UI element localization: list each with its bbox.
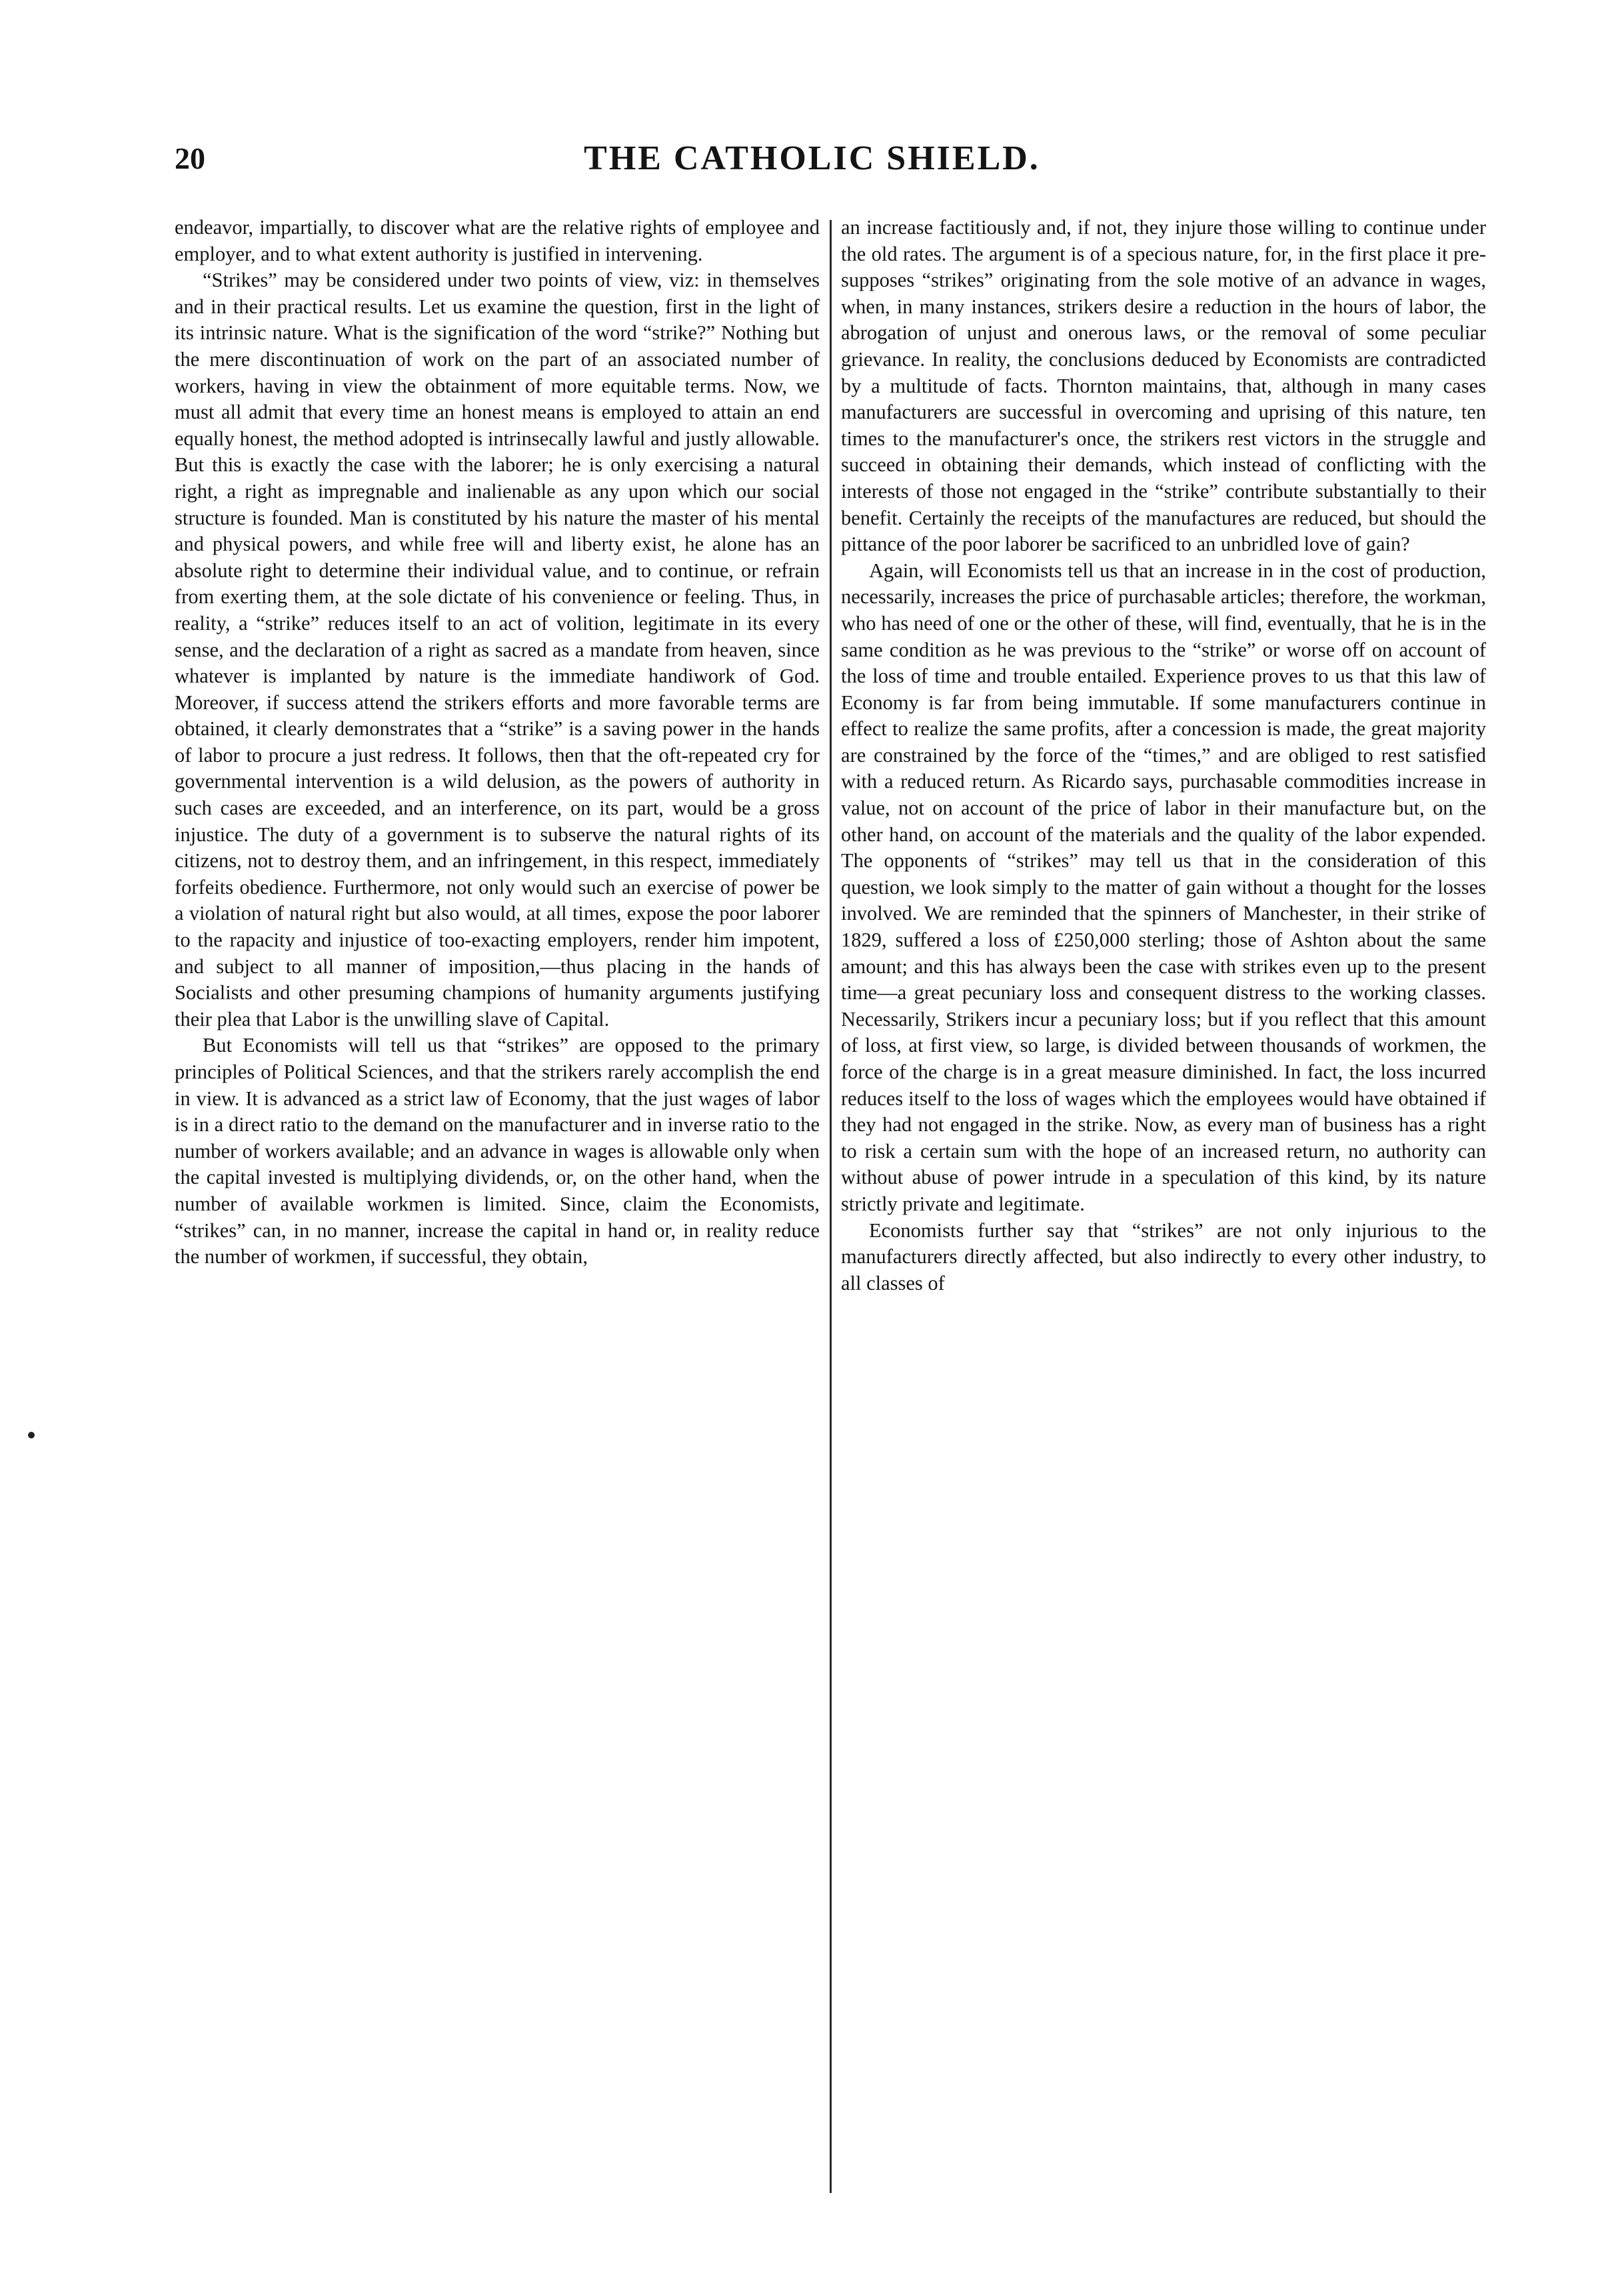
paragraph: Again, will Economists tell us that an increase in in the cost of production, necessarily, increases the price of purchasable articles; therefore, the workman, who has need of one or the other of these, will find, eventually, that he is in the same condition as he was previous to the “strike” or worse off on account of the loss of time and trouble entailed. Experience proves to us that this law of Economy is far from being immutable. If some manufacturers continue in effect to realize the same profits, after a concession is made, the great majority are constrained by the force of the “times,” and are obliged to rest satisfied with a reduced return. As Ricardo says, purchasable commodities increase in value, not on account of the price of labor in their manufacture but, on the other hand, on account of the materials and the quality of the labor expended. The opponents of “strikes” may tell us that in the consideration of this question, we look simply to the matter of gain without a thought for the losses involved. We are reminded that the spinners of Manchester, in their strike of 1829, suffered a loss of £250,000 sterling; those of Ashton about the same amount; and this has always been the case with strikes even up to the present time—a great pecuniary loss and consequent distress to the working classes. Necessarily, Strikers incur a pecuniary loss; but if you reflect that this amount of loss, at first view, so large, is divided between thousands of workmen, the force of the charge is in a great measure diminished. In fact, the loss incurred reduces itself to the loss of wages which the employees would have obtained if they had not engaged in the strike. Now, as every man of business has a right to risk a certain sum with the hope of an increased return, no authority can without abuse of power intrude in a speculation of this kind, by its nature strictly private and legitimate. xyxy=(841,559,1486,1215)
paragraph: Economists further say that “strikes” are not only injurious to the manufacturers directly affected, but also indirectly to every other industry, to all classes of xyxy=(841,1218,1486,1294)
running-title: THE CATHOLIC SHIELD. xyxy=(584,139,1040,177)
right-column xyxy=(841,215,1486,1296)
margin-mark xyxy=(28,1432,35,1438)
left-column xyxy=(175,215,820,1270)
page-number: 20 xyxy=(175,141,205,175)
paragraph: an increase factitiously and, if not, they injure those willing to continue under the old rates. The argument is of a specious nature, for, in the first place it pre-supposes “strikes” originating from the sole motive of an advance in wages, when, in many instances, strikers desire a reduction in the hours of labor, the abrogation of unjust and onerous laws, or the removal of some peculiar grievance. In reality, the conclusions deduced by Economists are contradicted by a multitude of facts. Thornton maintains, that, although in many cases manufacturers are successful in overcoming and uprising of this nature, ten times to the manufacturer's once, the strikers rest victors in the struggle and succeed in obtaining their demands, which instead of conflicting with the interests of those not engaged in the “strike” contribute substantially to their benefit. Certainly the receipts of the manufactures are reduced, but should the pittance of the poor laborer be sacrificed to an unbridled love of gain? xyxy=(841,216,1486,556)
paragraph: endeavor, impartially, to discover what are the relative rights of employee and employer, and to what extent authority is justified in intervening. xyxy=(175,216,820,265)
column-divider xyxy=(830,220,832,2193)
paragraph: But Economists will tell us that “strikes” are opposed to the primary principles of Political Sciences, and that the strikers rarely accomplish the end in view. It is advanced as a strict law of Economy, that the just wages of labor is in a direct ratio to the demand on the manufacturer and in inverse ratio to the number of workers available; and an advance in wages is allowable only when the capital invested is multiplying dividends, or, on the other hand, when the number of available workmen is limited. Since, claim the Economists, “strikes” can, in no manner, increase the capital in hand or, in reality reduce the number of workmen, if successful, they obtain, xyxy=(175,1034,820,1268)
paragraph: “Strikes” may be considered under two points of view, viz: in themselves and in their practical results. Let us examine the question, first in the light of its intrinsic nature. What is the signification of the word “strike?” Nothing but the mere discontinuation of work on the part of an associated number of workers, having in view the obtainment of more equitable terms. Now, we must all admit that every time an honest means is employed to attain an end equally honest, the method adopted is intrinsecally lawful and justly allowable. But this is exactly the case with the laborer; he is only exercising a natural right, a right as impregnable and inalienable as any upon which our social structure is founded. Man is constituted by his nature the master of his mental and physical powers, and while free will and liberty exist, he alone has an absolute right to determine their individual value, and to continue, or refrain from exerting them, at the sole dictate of his convenience or feeling. Thus, in reality, a “strike” reduces itself to an act of volition, legitimate in its every sense, and the declaration of a right as sacred as a mandate from heaven, since whatever is implanted by nature is the immediate handiwork of God. Moreover, if success attend the strikers efforts and more favorable terms are obtained, it clearly demonstrates that a “strike” is a saving power in the hands of labor to procure a just redress. It follows, then that the oft-repeated cry for governmental intervention is a wild delusion, as the powers of authority in such cases are exceeded, and an interference, on its part, would be a gross injustice. The duty of a government is to subserve the natural rights of its citizens, not to destroy them, and an infringement, in this respect, immediately forfeits obedience. Furthermore, not only would such an exercise of power be a violation of natural right but also would, at all times, expose the poor laborer to the rapacity and injustice of too-exacting employers, render him impotent, and subject to all manner of imposition,—thus placing in the hands of Socialists and other presuming champions of humanity arguments justifying their plea that Labor is the unwilling slave of Capital. xyxy=(175,269,820,1031)
